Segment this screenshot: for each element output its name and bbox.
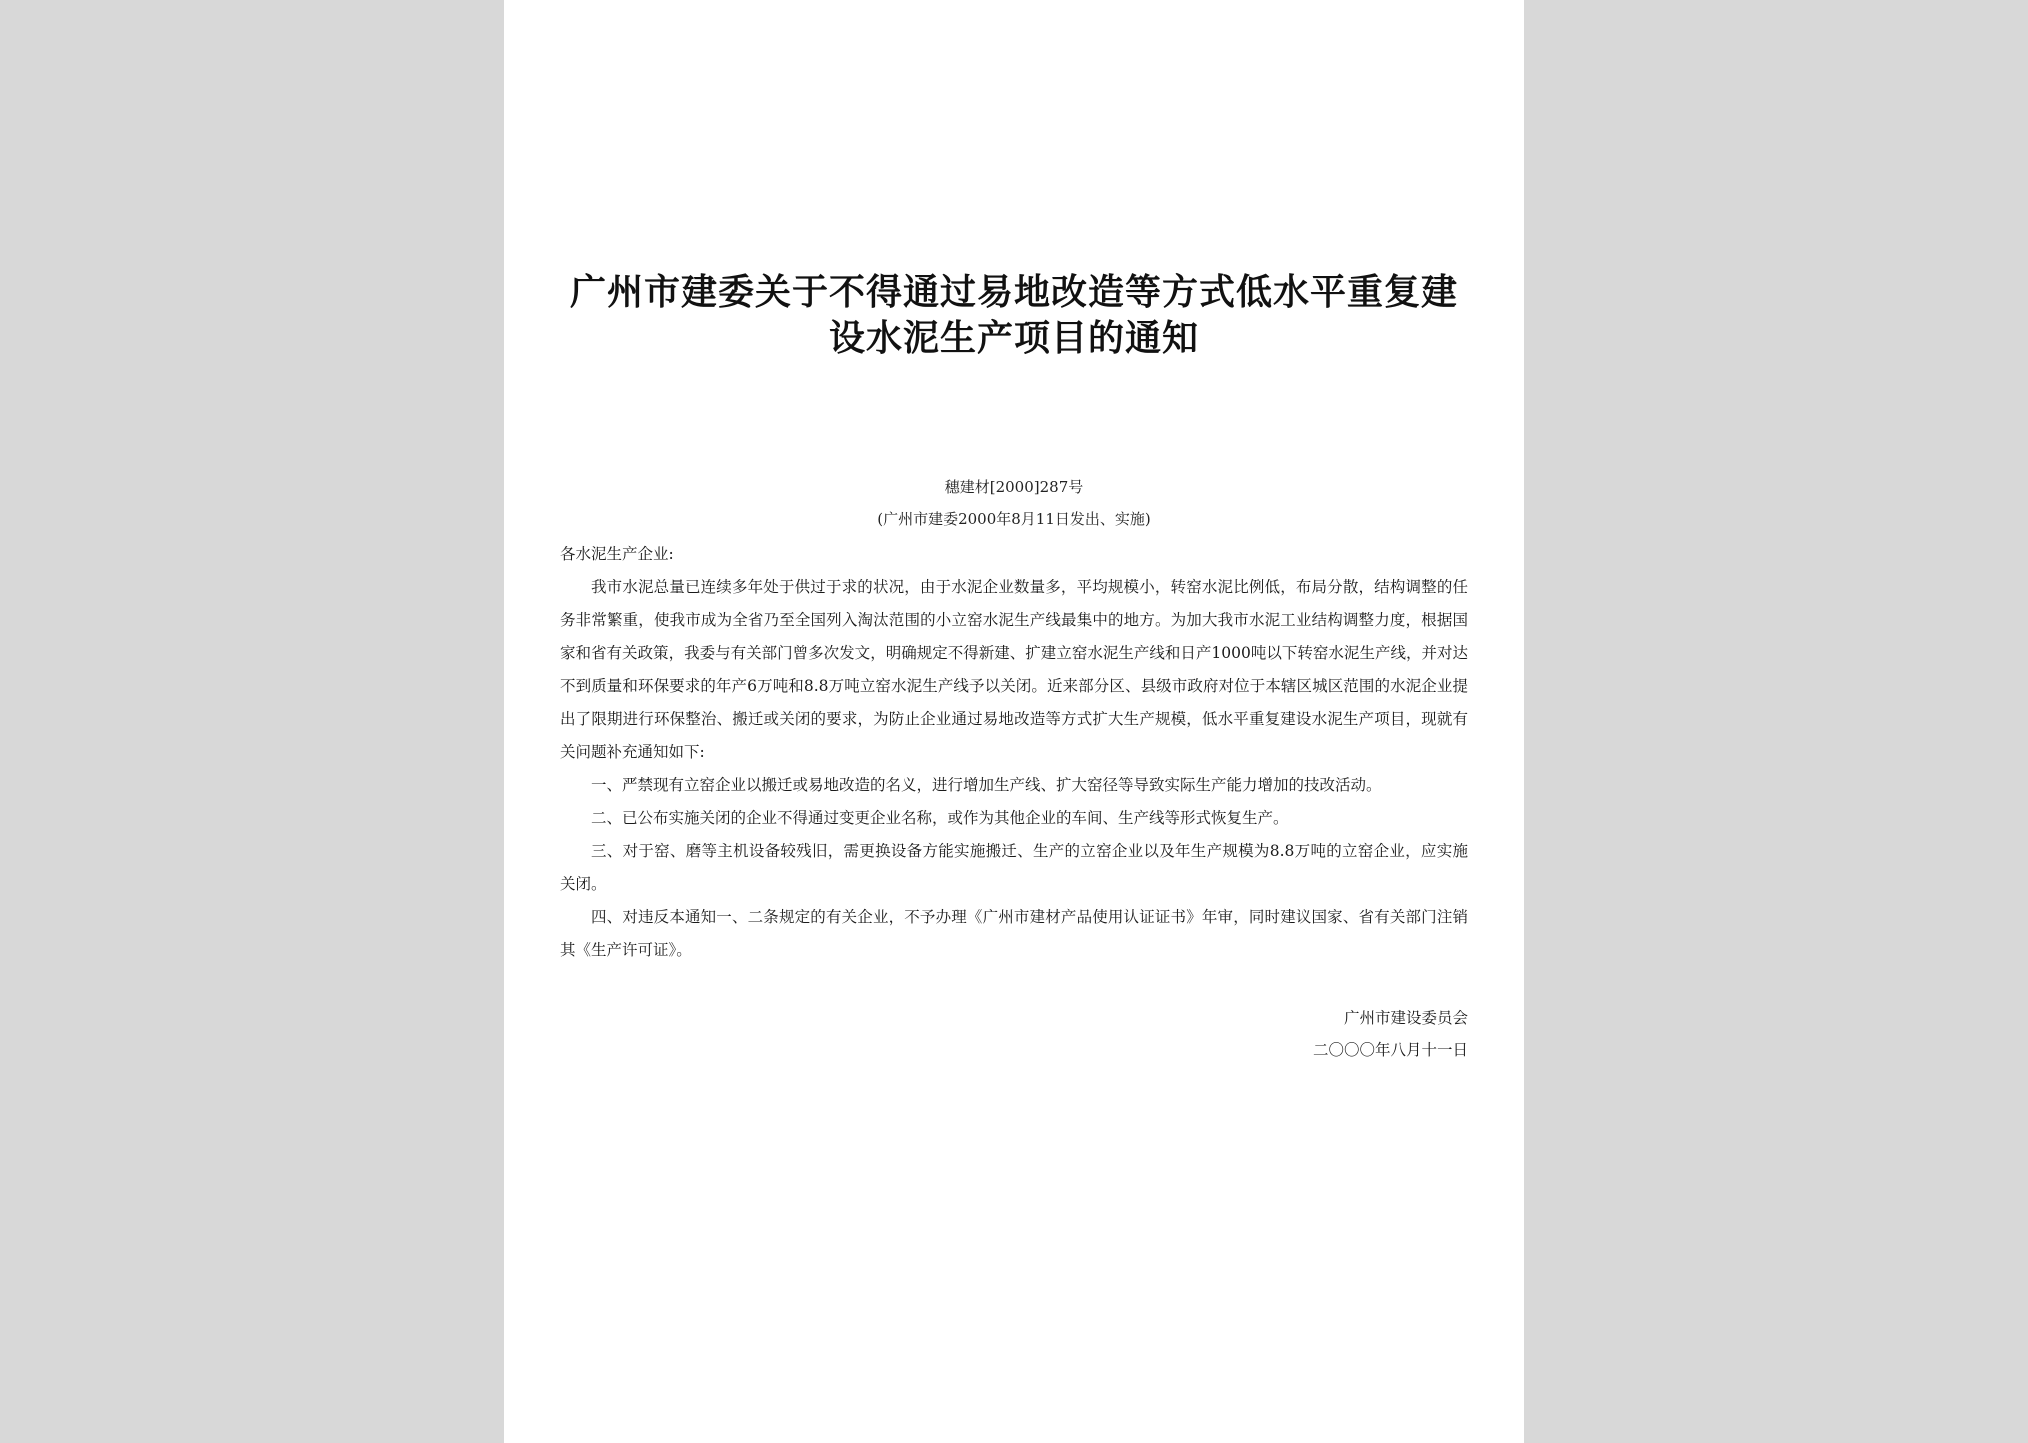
body-text [560,571,1468,967]
paragraph-item-1: 一、严禁现有立窑企业以搬迁或易地改造的名义，进行增加生产线、扩大窑径等导致实际生产能力增加的技改活动。 [591,776,1382,794]
paragraph-item-4: 四、对违反本通知一、二条规定的有关企业，不予办理《广州市建材产品使用认证证书》年审，同时建议国家、省有关部门注销其《生产许可证》。 [560,908,1468,959]
document-page [504,0,1524,1443]
document-number: 穗建材[2000]287号 [944,478,1084,496]
paragraph-item-3: 三、对于窑、磨等主机设备较残旧，需更换设备方能实施搬迁、生产的立窑企业以及年生产规模为8.8万吨的立窑企业，应实施关闭。 [560,842,1468,893]
document-title-line1: 广州市建委关于不得通过易地改造等方式低水平重复建 [569,272,1458,313]
paragraph-intro: 我市水泥总量已连续多年处于供过于求的状况，由于水泥企业数量多，平均规模小，转窑水泥比例低，布局分散，结构调整的任务非常繁重，使我市成为全省乃至全国列入淘汰范围的小立窑水泥生产线最集中的地方。为加大我市水泥工业结构调整力度，根据国家和省有关政策，我委与有关部门曾多次发文，明确规定不得新建、扩建立窑水泥生产线和日产1000吨以下转窑水泥生产线，并对达不到质量和环保要求的年产6万吨和8.8万吨立窑水泥生产线予以关闭。近来部分区、县级市政府对位于本辖区城区范围的水泥企业提出了限期进行环保整治、搬迁或关闭的要求，为防止企业通过易地改造等方式扩大生产规模，低水平重复建设水泥生产项目，现就有关问题补充通知如下: [560,578,1468,761]
issue-note: (广州市建委2000年8月11日发出、实施) [877,510,1151,528]
paragraph-item-2: 二、已公布实施关闭的企业不得通过变更企业名称，或作为其他企业的车间、生产线等形式恢复生产。 [591,809,1289,827]
signature-organization: 广州市建设委员会 [1343,1009,1468,1027]
signature-date: 二〇〇〇年八月十一日 [1312,1041,1468,1059]
salutation: 各水泥生产企业: [560,545,674,563]
document-title-line2: 设水泥生产项目的通知 [828,318,1199,359]
